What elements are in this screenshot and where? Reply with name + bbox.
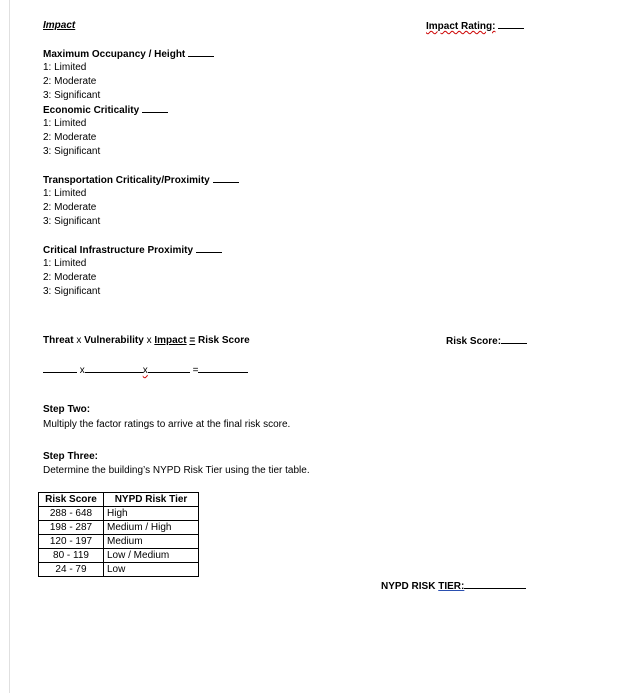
- impact-blank[interactable]: [148, 364, 190, 373]
- result-blank[interactable]: [198, 364, 248, 373]
- nypd-risk-tier-label: [381, 580, 526, 593]
- impact-rating-blank[interactable]: [498, 20, 524, 29]
- factor-title-text: Transportation Criticality/Proximity: [43, 175, 210, 186]
- factor-option: 2: Moderate: [43, 76, 97, 87]
- factor-option: 3: Significant: [43, 216, 101, 227]
- factor-option: 1: Limited: [43, 258, 87, 269]
- formula-multiply-2: x: [146, 335, 152, 346]
- table-cell-tier: Medium / High: [104, 521, 199, 535]
- factor-option: 2: Moderate: [43, 272, 97, 283]
- formula-equals: =: [189, 335, 196, 346]
- table-cell-score: 288 - 648: [39, 507, 104, 521]
- header-risk-score: Risk Score: [39, 493, 104, 507]
- table-row: [39, 535, 199, 549]
- risk-score-label: [446, 335, 527, 348]
- impact-rating-label: [426, 20, 524, 33]
- factor-option: 1: Limited: [43, 118, 87, 129]
- table-cell-score: 80 - 119: [39, 549, 104, 563]
- risk-formula: [43, 335, 250, 347]
- page-edge: [0, 0, 10, 693]
- factor-option: 3: Significant: [43, 90, 101, 101]
- step-three-heading: Step Three:: [43, 451, 99, 462]
- table-row: [39, 507, 199, 521]
- table-cell-tier: Low: [104, 563, 199, 577]
- calculation-line: [43, 364, 248, 377]
- factor-title: [43, 244, 222, 257]
- table-row: [39, 563, 199, 577]
- factor-option: 1: Limited: [43, 62, 87, 73]
- formula-multiply-1: x: [76, 335, 82, 346]
- factor-blank[interactable]: [188, 48, 214, 57]
- header-risk-tier: NYPD Risk Tier: [104, 493, 199, 507]
- impact-rating-text: Impact Rating:: [426, 21, 496, 32]
- risk-tier-table: [38, 492, 199, 577]
- factor-title-text: Economic Criticality: [43, 105, 140, 116]
- formula-impact: Impact: [154, 335, 187, 346]
- table-cell-score: 198 - 287: [39, 521, 104, 535]
- step-two-text: Multiply the factor ratings to arrive at the final risk score.: [43, 419, 291, 430]
- threat-blank[interactable]: [43, 364, 77, 373]
- table-row: [39, 521, 199, 535]
- table-header-row: [39, 493, 199, 507]
- formula-threat: Threat: [43, 335, 74, 346]
- factor-option: 2: Moderate: [43, 202, 97, 213]
- nypd-risk-tier-blank[interactable]: [464, 580, 526, 589]
- factor-option: 1: Limited: [43, 188, 87, 199]
- factor-title: [43, 174, 239, 187]
- factor-title-text: Critical Infrastructure Proximity: [43, 245, 194, 256]
- factor-blank[interactable]: [142, 104, 168, 113]
- risk-score-blank[interactable]: [501, 335, 527, 344]
- factor-blank[interactable]: [213, 174, 239, 183]
- calc-multiply-1: x: [79, 365, 85, 376]
- table-cell-tier: Medium: [104, 535, 199, 549]
- formula-risk-score: Risk Score: [197, 335, 250, 346]
- table-cell-score: 24 - 79: [39, 563, 104, 577]
- nypd-risk-label-text: NYPD RISK: [381, 581, 439, 592]
- factor-title: [43, 48, 214, 61]
- calc-equals: =: [192, 365, 199, 376]
- step-three-text: Determine the building’s NYPD Risk Tier using the tier table.: [43, 465, 310, 476]
- factor-title-text: Maximum Occupancy / Height: [43, 49, 186, 60]
- formula-vulnerability: Vulnerability: [84, 335, 144, 346]
- calc-multiply-2: x: [142, 365, 148, 376]
- impact-heading: Impact: [43, 20, 76, 31]
- table-cell-tier: High: [104, 507, 199, 521]
- step-two-heading: Step Two:: [43, 404, 91, 415]
- nypd-tier-word: TIER:: [438, 581, 465, 592]
- risk-score-label-text: Risk Score:: [446, 336, 502, 347]
- factor-option: 3: Significant: [43, 146, 101, 157]
- factor-title: [43, 104, 168, 117]
- table-row: [39, 549, 199, 563]
- table-cell-tier: Low / Medium: [104, 549, 199, 563]
- table-cell-score: 120 - 197: [39, 535, 104, 549]
- factor-option: 2: Moderate: [43, 132, 97, 143]
- factor-option: 3: Significant: [43, 286, 101, 297]
- vulnerability-blank[interactable]: [85, 364, 143, 373]
- factor-blank[interactable]: [196, 244, 222, 253]
